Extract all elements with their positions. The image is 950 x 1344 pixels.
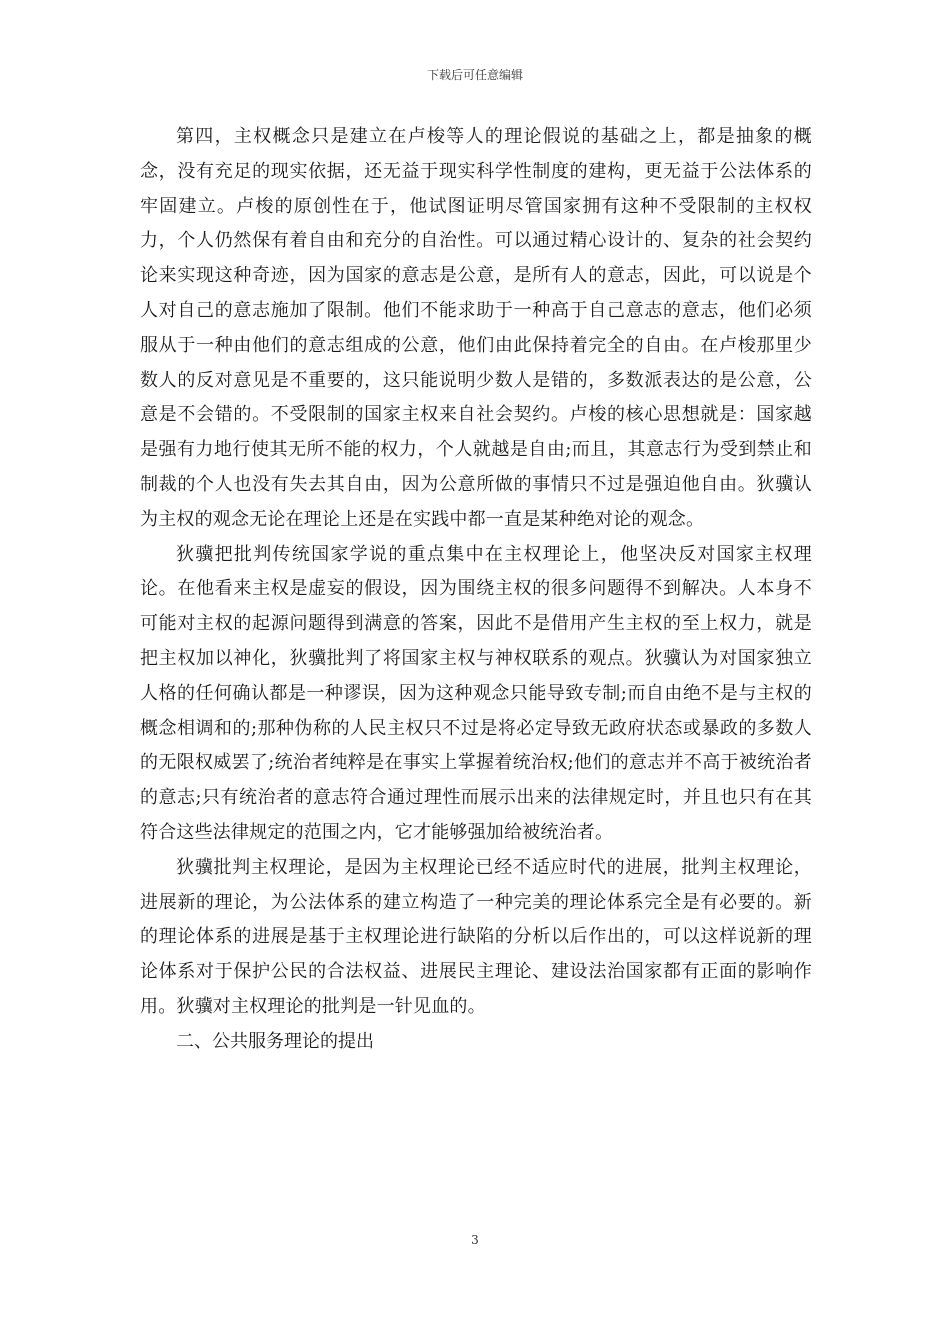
paragraph-duguit-critique: 狄骥把批判传统国家学说的重点集中在主权理论上，他坚决反对国家主权理论。在他看来主权是虚妄的假设，因为围绕主权的很多问题得不到解决。人本身不可能对主权的起源问题得到满意的答案，因此不是借用产生主权的至上权力，就是把主权加以神化，狄骥批判了将国家主权与神权联系的观点。狄骥认为对国家独立人格的任何确认都是一种谬误，因为这种观念只能导致专制;而自由绝不是与主权的概念相调和的;那种伪称的人民主权只不过是将必定导致无政府状态或暴政的多数人的无限权威罢了;统治者纯粹是在事实上掌握着统治权;他们的意志并不高于被统治者的意志;只有统治者的意志符合通过理性而展示出来的法律规定时，并且也只有在其符合这些法律规定的范围之内，它才能够强加给被统治者。 (140, 543, 812, 843)
page-header: 下载后可任意编辑 (426, 68, 523, 82)
page-number: 3 (471, 1233, 479, 1247)
paragraph-sovereignty-fourth-point: 第四，主权概念只是建立在卢梭等人的理论假说的基础之上，都是抽象的概念，没有充足的现实依据，还无益于现实科学性制度的建构，更无益于公法体系的牢固建立。卢梭的原创性在于，他试图证明尽管国家拥有这种不受限制的主权权力，个人仍然保有着自由和充分的自治性。可以通过精心设计的、复杂的社会契约论来实现这种奇迹，因为国家的意志是公意，是所有人的意志，因此，可以说是个人对自己的意志施加了限制。他们不能求助于一种高于自己意志的意志，他们必须服从于一种由他们的意志组成的公意，他们由此保持着完全的自由。在卢梭那里少数人的反对意见是不重要的，这只能说明少数人是错的，多数派表达的是公意，公意是不会错的。不受限制的国家主权来自社会契约。卢梭的核心思想就是：国家越是强有力地行使其无所不能的权力，个人就越是自由;而且，其意志行为受到禁止和制裁的个人也没有失去其自由，因为公意所做的事情只不过是强迫他自由。狄骥认为主权的观念无论在理论上还是在实践中都一直是某种绝对论的观念。 (140, 126, 812, 530)
document-body (140, 120, 812, 1060)
paragraph-critique-significance: 狄骥批判主权理论，是因为主权理论已经不适应时代的进展，批判主权理论，进展新的理论，为公法体系的建立构造了一种完美的理论体系完全是有必要的。新的理论体系的进展是基于主权理论进行缺陷的分析以后作出的，可以这样说新的理论体系对于保护公民的合法权益、进展民主理论、建设法治国家都有正面的影响作用。狄骥对主权理论的批判是一针见血的。 (140, 856, 812, 1017)
section-heading: 二、公共服务理论的提出 (176, 1030, 374, 1052)
